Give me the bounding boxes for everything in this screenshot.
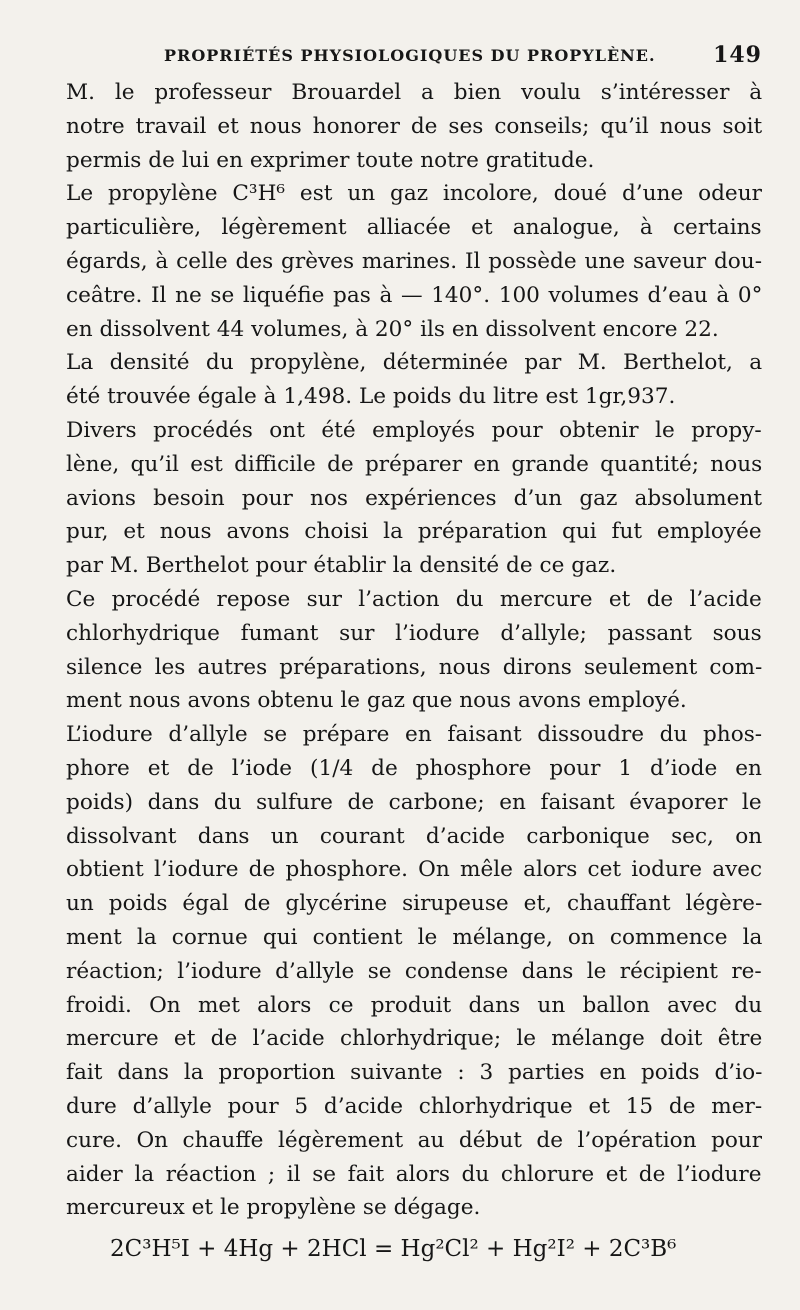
text-line: obtient l’iodure de phosphore. On mêle alors cet iodure avec	[66, 857, 762, 883]
text-line: notre travail et nous honorer de ses conseils; qu’il nous soit	[66, 113, 762, 139]
paragraph-2	[66, 177, 762, 346]
page-number: 149	[713, 42, 762, 68]
text-line: lène, qu’il est difficile de préparer en grande quantité; nous	[66, 451, 762, 477]
text-line: L’iodure d’allyle se prépare en faisant dissoudre du phos-	[66, 722, 762, 748]
text-line: M. le professeur Brouardel a bien voulu s’intéresser à	[66, 80, 762, 105]
paragraph-3	[66, 346, 762, 414]
running-title: PROPRIÉTÉS PHYSIOLOGIQUES DU PROPYLÈNE.	[164, 46, 656, 65]
text-line: Le propylène C³H⁶ est un gaz incolore, doué d’une odeur	[66, 181, 762, 207]
text-line: pur, et nous avons choisi la préparation qui fut employée	[66, 519, 762, 545]
text-line: égards, à celle des grèves marines. Il possède une saveur dou-	[66, 248, 762, 274]
text-line: un poids égal de glycérine sirupeuse et, chauffant légère-	[66, 891, 762, 917]
paragraph-4	[66, 414, 762, 583]
paragraph-1	[66, 76, 762, 177]
text-line: fait dans la proportion suivante : 3 parties en poids d’io-	[66, 1060, 762, 1086]
text-line: Divers procédés ont été employés pour obtenir le propy-	[66, 417, 762, 443]
text-line: particulière, légèrement alliacée et analogue, à certains	[66, 215, 762, 241]
body-text	[66, 76, 762, 1225]
text-line: aider la réaction ; il se fait alors du chlorure et de l’iodure	[66, 1161, 762, 1187]
paragraph-6	[66, 718, 762, 1225]
text-line: ment nous avons obtenu le gaz que nous avons employé.	[66, 688, 687, 714]
text-line: par M. Berthelot pour établir la densité de ce gaz.	[66, 553, 617, 579]
paragraph-5	[66, 583, 762, 718]
text-line: mercure et de l’acide chlorhydrique; le mélange doit être	[66, 1026, 762, 1052]
text-line: réaction; l’iodure d’allyle se condense dans le récipient re-	[66, 958, 762, 984]
text-line: poids) dans du sulfure de carbone; en faisant évaporer le	[66, 789, 762, 815]
text-line: mercureux et le propylène se dégage.	[66, 1195, 481, 1221]
text-line: ment la cornue qui contient le mélange, on commence la	[66, 924, 762, 950]
text-line: dissolvant dans un courant d’acide carbonique sec, on	[66, 823, 762, 849]
text-line: phore et de l’iode (1/4 de phosphore pour 1 d’iode en	[66, 755, 762, 781]
chemical-equation: 2C³H⁵I + 4Hg + 2HCl = Hg²Cl² + Hg²I² + 2C³B⁶	[110, 1236, 677, 1262]
text-line: permis de lui en exprimer toute notre gratitude.	[66, 147, 595, 173]
text-line: froidi. On met alors ce produit dans un ballon avec du	[66, 992, 762, 1018]
text-line: ceâtre. Il ne se liquéfie pas à — 140°. 100 volumes d’eau à 0°	[66, 282, 762, 308]
text-line: été trouvée égale à 1,498. Le poids du litre est 1gr,937.	[66, 384, 676, 410]
text-line: silence les autres préparations, nous dirons seulement com-	[66, 654, 762, 680]
text-line: Ce procédé repose sur l’action du mercure et de l’acide	[66, 586, 762, 612]
text-line: en dissolvent 44 volumes, à 20° ils en dissolvent encore 22.	[66, 316, 719, 342]
page-header	[66, 40, 762, 68]
text-line: chlorhydrique fumant sur l’iodure d’allyle; passant sous	[66, 620, 762, 646]
text-line: cure. On chauffe légèrement au début de l’opération pour	[66, 1127, 762, 1153]
text-line: La densité du propylène, déterminée par M. Berthelot, a	[66, 350, 762, 376]
text-line: avions besoin pour nos expériences d’un gaz absolument	[66, 485, 762, 511]
text-line: dure d’allyle pour 5 d’acide chlorhydrique et 15 de mer-	[66, 1093, 762, 1119]
